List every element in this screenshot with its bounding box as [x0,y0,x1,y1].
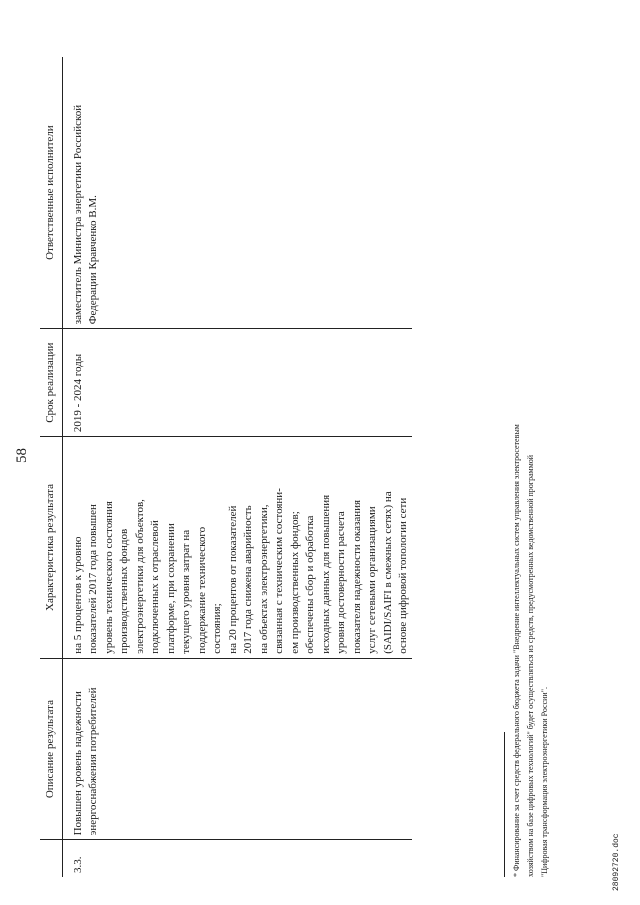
table-header-row [40,57,62,877]
header-term: Срок реализации [40,329,62,437]
characteristic-line: показателей 2017 года повышен [87,504,99,654]
characteristic-line: услуг сетевыми организациями [366,506,378,654]
document-code: 28092720.doc [612,833,621,891]
characteristic-line: уровня достоверности расчета [335,511,347,654]
characteristic-line: (SAIDI/SAIFI в смежных сетях) на [381,491,394,654]
characteristic-line: исходных данных для повышения [319,494,332,654]
table-row [62,57,412,877]
characteristic-line: основе цифровой топологии сети [397,497,409,654]
results-table [40,57,412,877]
characteristic-line: состояния; [211,603,223,654]
characteristic-line: платформе, при сохранении [164,523,177,654]
footnote-divider [504,732,505,877]
characteristic-line: обеспечены сбор и обработка [304,515,316,654]
header-characteristic: Характеристика результата [40,437,62,659]
row-responsible: заместитель Министра энергетики Российской Федерации Кравченко В.М. [62,57,412,329]
page-number: 58 [14,448,30,463]
header-responsible: Ответственные исполнители [40,57,62,329]
row-characteristic [62,437,412,659]
characteristic-line: 2017 года снижена аварийность [242,505,254,654]
characteristic-line: связанная с техническим состояни- [273,488,285,654]
row-term: 2019 - 2024 годы [62,329,412,437]
characteristic-line: уровень технического состояния [102,501,115,654]
header-description: Описание результата [40,658,62,840]
footnote-text: * Финансирование за счет средств федерального бюджета задачи "Внедрение интеллектуальных систем управления электросетевым хозяйством на базе цифровых технологий" будет осуществляться из средств, предусмотренных ведомственной программой "Цифровая трансформация электроэнергетики России". [512,424,549,877]
characteristic-line: текущего уровня затрат на [180,529,192,654]
characteristic-line: ем производственных фондов; [288,511,301,654]
characteristic-line: на объектах электроэнергетики, [257,504,270,654]
row-description: Повышен уровень надежности энергоснабжения потребителей [62,658,412,840]
characteristic-line: электроэнергетики для объектов, [133,499,146,654]
characteristic-line: производственных фондов [118,528,130,654]
row-number: 3.3. [71,856,84,873]
characteristic-line: показателя надежности оказания [350,499,363,654]
characteristic-line: подключенных к отраслевой [149,520,161,654]
header-number [40,840,62,877]
characteristic-line: на 20 процентов от показателей [226,505,239,654]
characteristic-line: поддержание технического [195,526,208,654]
characteristic-line: на 5 процентов к уровню [71,536,84,654]
